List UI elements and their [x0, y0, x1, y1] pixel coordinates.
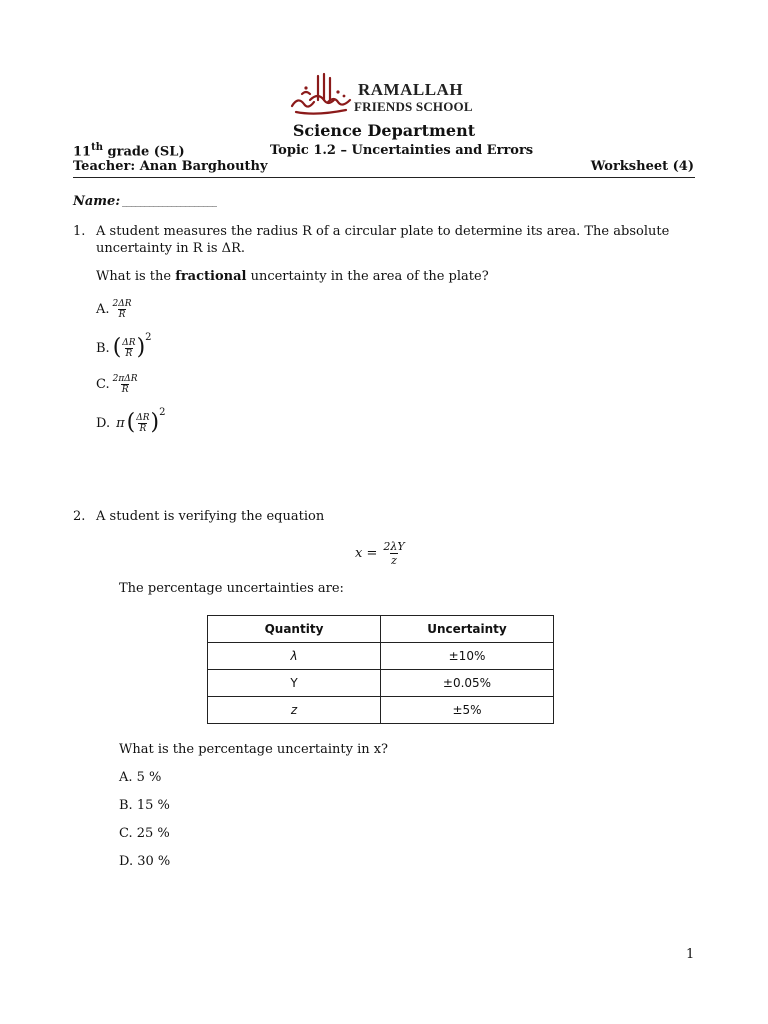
table-cell-uncertainty: ±5%	[381, 697, 554, 724]
table-header-uncertainty: Uncertainty	[381, 616, 554, 643]
uncertainty-table	[207, 615, 554, 724]
table-row	[208, 670, 554, 697]
topic-label: Topic 1.2 – Uncertainties and Errors	[270, 143, 534, 158]
name-field[interactable]: _____________________	[122, 196, 217, 207]
table-cell-quantity: Y	[208, 670, 381, 697]
q2-option-d[interactable]: D. 30 %	[119, 854, 171, 869]
q2-option-a[interactable]: A. 5 %	[119, 770, 162, 785]
table-cell-quantity: λ	[208, 643, 381, 670]
q1-question: What is the fractional uncertainty in the area of the plate?	[96, 269, 489, 284]
q2-equation: x = $\frac{2\lambda Y}{z}$	[355, 539, 405, 567]
calligraphy-logo-icon	[288, 72, 354, 116]
q2-option-c[interactable]: C. 25 %	[119, 826, 170, 841]
q1-text-line1: A student measures the radius R of a circular plate to determine its area. The absolute	[96, 224, 670, 239]
page-number: 1	[686, 947, 695, 962]
table-cell-uncertainty: ±0.05%	[381, 670, 554, 697]
table-row	[208, 643, 554, 670]
q1-option-c[interactable]: C. $\frac{\text{2πΔR}}{R}$	[96, 373, 138, 395]
q2-intro: A student is verifying the equation	[96, 509, 325, 524]
q2-question: What is the percentage uncertainty in x?	[119, 742, 389, 757]
header-divider	[73, 177, 695, 178]
q1-option-d[interactable]: D. π ( $\frac{\Delta R}{R}$ ) 2	[96, 407, 166, 435]
table-header-quantity: Quantity	[208, 616, 381, 643]
table-cell-uncertainty: ±10%	[381, 643, 554, 670]
q1-option-b[interactable]: B. ( $\frac{\Delta R}{R}$ ) 2	[96, 332, 152, 360]
grade-label: 11th grade (SL)	[73, 142, 185, 160]
q2-option-b[interactable]: B. 15 %	[119, 798, 170, 813]
table-row	[208, 697, 554, 724]
logo-text-friends-school: FRIENDS SCHOOL	[354, 99, 473, 114]
q2-percentage-intro: The percentage uncertainties are:	[119, 581, 344, 596]
worksheet-label: Worksheet (4)	[590, 159, 694, 174]
q1-number: 1.	[73, 224, 86, 239]
name-label: Name:	[73, 194, 121, 209]
table-cell-quantity: z	[208, 697, 381, 724]
q2-number: 2.	[73, 509, 86, 524]
logo-text-ramallah: RAMALLAH	[358, 80, 464, 99]
school-logo	[288, 72, 488, 118]
q1-option-a[interactable]: A. $\frac{2\Delta R}{R}$	[96, 298, 132, 320]
teacher-label: Teacher: Anan Barghouthy	[73, 159, 268, 174]
q1-text-line2: uncertainty in R is ΔR.	[96, 241, 245, 256]
department-title: Science Department	[292, 121, 476, 140]
table-header-row	[208, 616, 554, 643]
